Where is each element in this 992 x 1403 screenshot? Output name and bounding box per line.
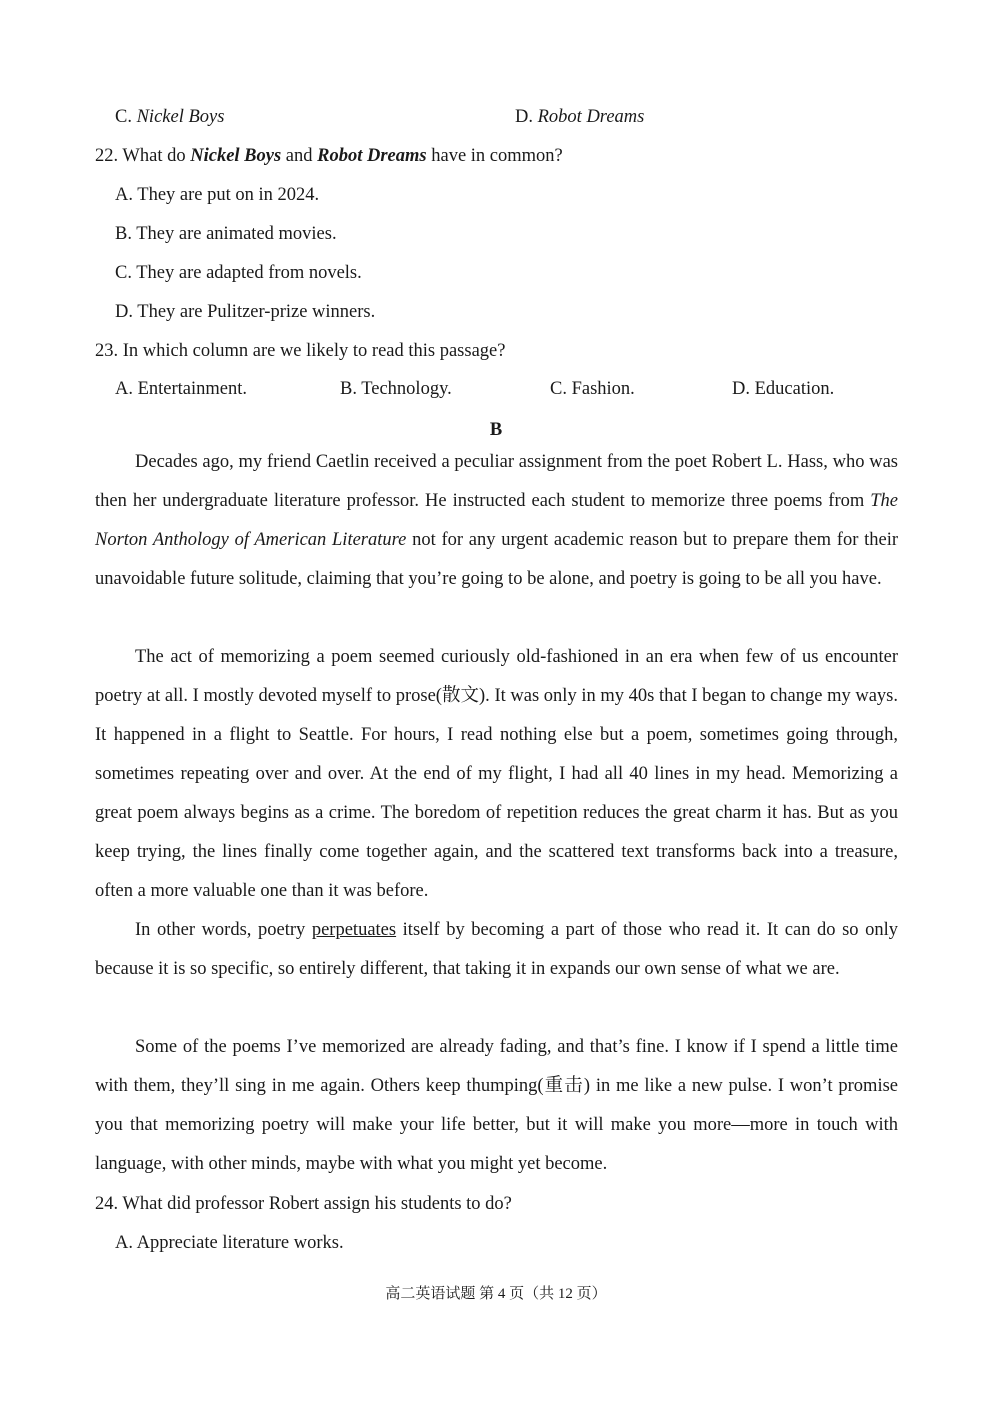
q22-option-c: C. They are adapted from novels.	[115, 263, 362, 283]
q22-option-a: A. They are put on in 2024.	[115, 185, 320, 205]
anthology-title: The Norton Anthology of American Literature	[95, 491, 898, 550]
passage-paragraph-4: Some of the poems I’ve memorized are already fading, and that’s fine. I know if I spend a little time with them, they’ll sing in me again. Others keep thumping(重击) in me like a new pulse. I won’t promise you that memorizing poetry will make your life better, but it will make you more—more in touch with language, with other minds, maybe with what you might yet become.	[95, 1037, 898, 1174]
q22-stem: 22. What do Nickel Boys and Robot Dreams have in common?	[95, 146, 563, 166]
section-b-heading: B	[489, 420, 503, 440]
q21-option-c-title: Nickel Boys	[136, 107, 225, 127]
q22-option-b: B. They are animated movies.	[115, 224, 337, 244]
q22-option-d: D. They are Pulitzer-prize winners.	[115, 302, 376, 322]
q22-title-nickel-boys: Nickel Boys	[190, 146, 282, 166]
passage-paragraph-1: Decades ago, my friend Caetlin received a peculiar assignment from the poet Robert L. Hass, who was then her undergraduate literature professor. He instructed each student to memorize three poems from The Norton Anthology of American Literature not for any urgent academic reason but to prepare them for their unavoidable future solitude, claiming that you’re going to be alone, and poetry is going to be all you have.	[95, 452, 898, 589]
page-footer: 高二英语试题 第 4 页（共 12 页）	[385, 1286, 607, 1302]
q21-option-d: D. Robot Dreams	[515, 107, 645, 127]
passage-paragraph-3: In other words, poetry perpetuates itself by becoming a part of those who read it. It can do so only because it is so specific, so entirely different, that taking it in expands our own sense of what we are.	[95, 920, 899, 979]
q24-stem: 24. What did professor Robert assign his students to do?	[95, 1194, 512, 1214]
q21-option-c: C. Nickel Boys	[115, 107, 225, 127]
underlined-word-perpetuates: perpetuates	[311, 920, 397, 940]
q21-option-d-title: Robot Dreams	[537, 107, 645, 127]
q23-option-b: B. Technology.	[340, 379, 452, 399]
q23-option-d: D. Education.	[732, 379, 835, 399]
q24-option-a: A. Appreciate literature works.	[115, 1233, 344, 1253]
passage-paragraph-2: The act of memorizing a poem seemed curiously old-fashioned in an era when few of us encounter poetry at all. I mostly devoted myself to prose(散文). It was only in my 40s that I began to change my ways. It happened in a flight to Seattle. For hours, I read nothing else but a poem, sometimes going through, sometimes repeating over and over. At the end of my flight, I had all 40 lines in my head. Memorizing a great poem always begins as a crime. The boredom of repetition reduces the great charm it has. But as you keep trying, the lines finally come together again, and the scattered text transforms back into a treasure, often a more valuable one than it was before.	[95, 647, 898, 901]
q23-option-a: A. Entertainment.	[115, 379, 248, 399]
q23-stem: 23. In which column are we likely to read this passage?	[95, 341, 506, 361]
q23-option-c: C. Fashion.	[550, 379, 635, 399]
q22-title-robot-dreams: Robot Dreams	[317, 146, 427, 166]
